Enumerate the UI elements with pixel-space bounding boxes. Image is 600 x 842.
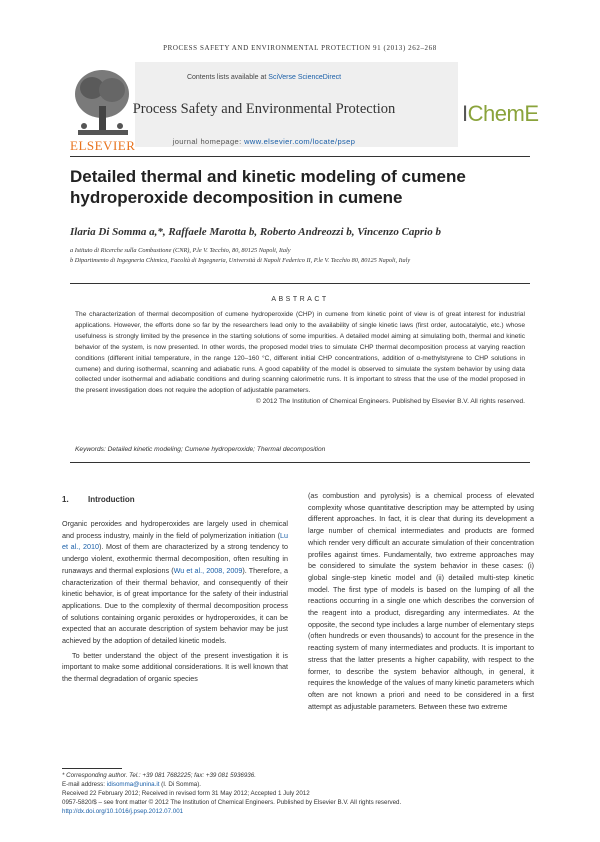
journal-title: Process Safety and Environmental Protection xyxy=(132,101,396,117)
citation-wu-2008-2009[interactable]: Wu et al., 2008, 2009 xyxy=(173,565,243,575)
contents-line xyxy=(70,74,458,81)
keywords-label: Keywords: xyxy=(75,446,106,453)
paper-title xyxy=(70,166,530,208)
corresponding-author-note: * Corresponding author. Tel.: +39 081 7682225; fax: +39 081 5936936. xyxy=(62,772,256,779)
author-list: Ilaria Di Somma a,*, Raffaele Marotta b, Roberto Andreozzi b, Vincenzo Caprio b xyxy=(70,226,441,238)
header-divider xyxy=(70,156,530,157)
keywords-divider xyxy=(70,462,530,463)
contents-prefix: Contents lists available at xyxy=(186,74,269,81)
citation-lu-2010[interactable]: Lu et al., 2010 xyxy=(62,530,288,552)
email-note: E-mail address: idisomma@unina.it (I. Di Somma). xyxy=(62,781,202,788)
keywords-text: Detailed kinetic modeling; Cumene hydroperoxide; Thermal decomposition xyxy=(107,446,326,453)
footnote-divider xyxy=(62,768,122,769)
abstract-top-divider xyxy=(70,283,530,284)
ichem-logo: IChemE xyxy=(462,101,539,126)
section-number: 1. xyxy=(62,495,69,504)
running-header: PROCESS SAFETY AND ENVIRONMENTAL PROTECTION 91 (2013) 262–268 xyxy=(163,44,437,52)
intro-paragraph-3: (as combustion and pyrolysis) is a chemical process of elevated complexity whose quantitative description may be attempted by using different approaches. In fact, it is clear that during its development a large number of chemical intermediates and products are formed which render very difficult an accurate simulation of their concentration profiles against times. Fundamentally, two extreme approaches may be considered to simulate the system behavior in these cases: (i) global single-step kinetic model and (ii) detailed multi-step kinetic model. The first type of models is based on the lumping of all the reactions occurring in a single one which describes the conversion of the reagent into a product, disregarding any intermediates. At the opposite, the second type includes a large number of elementary steps (often hundreds or even thousands) to account for the presence in the reacting system of many intermediates and products. It is important to stress that the latter presents a higher capability, with respect to the former, to describe the system behavior although, in general, it requires the knowledge of the values of many kinetic parameters which often are not known a priori and need to be considered in a first attempt as adjustable parameters. Between these two extreme xyxy=(308,491,534,711)
abstract-text: The characterization of thermal decomposition of cumene hydroperoxide (CHP) in cumene from kinetic point of view is of great interest for industrial applications. However, the efforts done so far by the researchers lead only to the availability of single kinetic laws (first order, autocatalytic, etc.) whose usefulness is strongly limited by the presence in the starting solutions of some impurities. A detailed model aiming at simulating both, thermal and kinetic behavior of the system, is now presented. In other words, the proposed model tries to simulate CHP thermal decomposition process at varying reaction conditions (different initial temperature, in the range 120–160 °C, different initial CHP concentrations, addition of α-methylstyrene to CHP solutions in cumene) and during isothermal, scanning and adiabatic runs. A good capability of the model is observed to simulate the system behavior by using data collected under isothermal and adiabatic conditions and during scanning calorimetric runs. It is important to stress that the use of the model proposed in the present investigation does not require the adoption of adjustable parameters. xyxy=(75,311,525,395)
intro-paragraph-2: To better understand the object of the present investigation it is important to make some additional considerations. It is well known that the thermal degradation of organic species xyxy=(62,650,288,684)
email-link[interactable]: idisomma@unina.it xyxy=(106,781,160,788)
affiliation-a: a Istituto di Ricerche sulla Combustione (CNR), P.le V. Tecchio, 80, 80125 Napoli, Italy xyxy=(70,247,291,254)
affiliation-b: b Dipartimento di Ingegneria Chimica, Facoltà di Ingegneria, Università di Napoli Federico II, P.le V. Tecchio 80, 80125 Napoli, Italy xyxy=(70,257,411,264)
abstract-body xyxy=(75,310,525,408)
received-dates: Received 22 February 2012; Received in revised form 31 May 2012; Accepted 1 July 2012 xyxy=(62,790,310,797)
doi-link[interactable]: http://dx.doi.org/10.1016/j.psep.2012.07.001 xyxy=(62,808,184,815)
intro-paragraph-1: Organic peroxides and hydroperoxides are largely used in chemical and process industry, mainly in the field of polymerization initiation (Lu et al., 2010). Most of them are characterized by a strong tendency to undergo violent, exothermic thermal decomposition, often resulting in runaways and thermal explosions (Wu et al., 2008, 2009). Therefore, a characterization of their thermal behavior, and consequently of their kinetic behavior, is of great importance for the safety of their industrial applications. Due to the complexity of thermal decomposition process of solutions containing organic peroxides or hydroperoxides, it can be expected that an accurate description of system behavior may be just achieved by the adoption of detailed kinetic models. xyxy=(62,519,289,646)
title-line-1: Detailed thermal and kinetic modeling of cumene xyxy=(70,167,466,186)
homepage-link[interactable]: www.elsevier.com/locate/psep xyxy=(244,137,356,146)
issn-line: 0957-5820/$ – see front matter © 2012 The Institution of Chemical Engineers. Published by Elsevier B.V. All rights reserved. xyxy=(62,799,402,806)
section-title: Introduction xyxy=(88,495,135,504)
keywords-line xyxy=(75,446,525,453)
journal-homepage xyxy=(70,137,458,146)
copyright-line: © 2012 The Institution of Chemical Engineers. Published by Elsevier B.V. All rights reserved. xyxy=(255,398,525,406)
publisher-name: ELSEVIER xyxy=(70,138,136,153)
homepage-prefix: journal homepage: xyxy=(172,137,245,146)
section-heading xyxy=(62,495,135,504)
sciencedirect-link[interactable]: SciVerse ScienceDirect xyxy=(268,74,342,81)
abstract-heading: ABSTRACT xyxy=(271,296,329,303)
title-line-2: hydroperoxide decomposition in cumene xyxy=(70,188,403,207)
right-column xyxy=(308,490,534,712)
left-column xyxy=(62,518,288,685)
